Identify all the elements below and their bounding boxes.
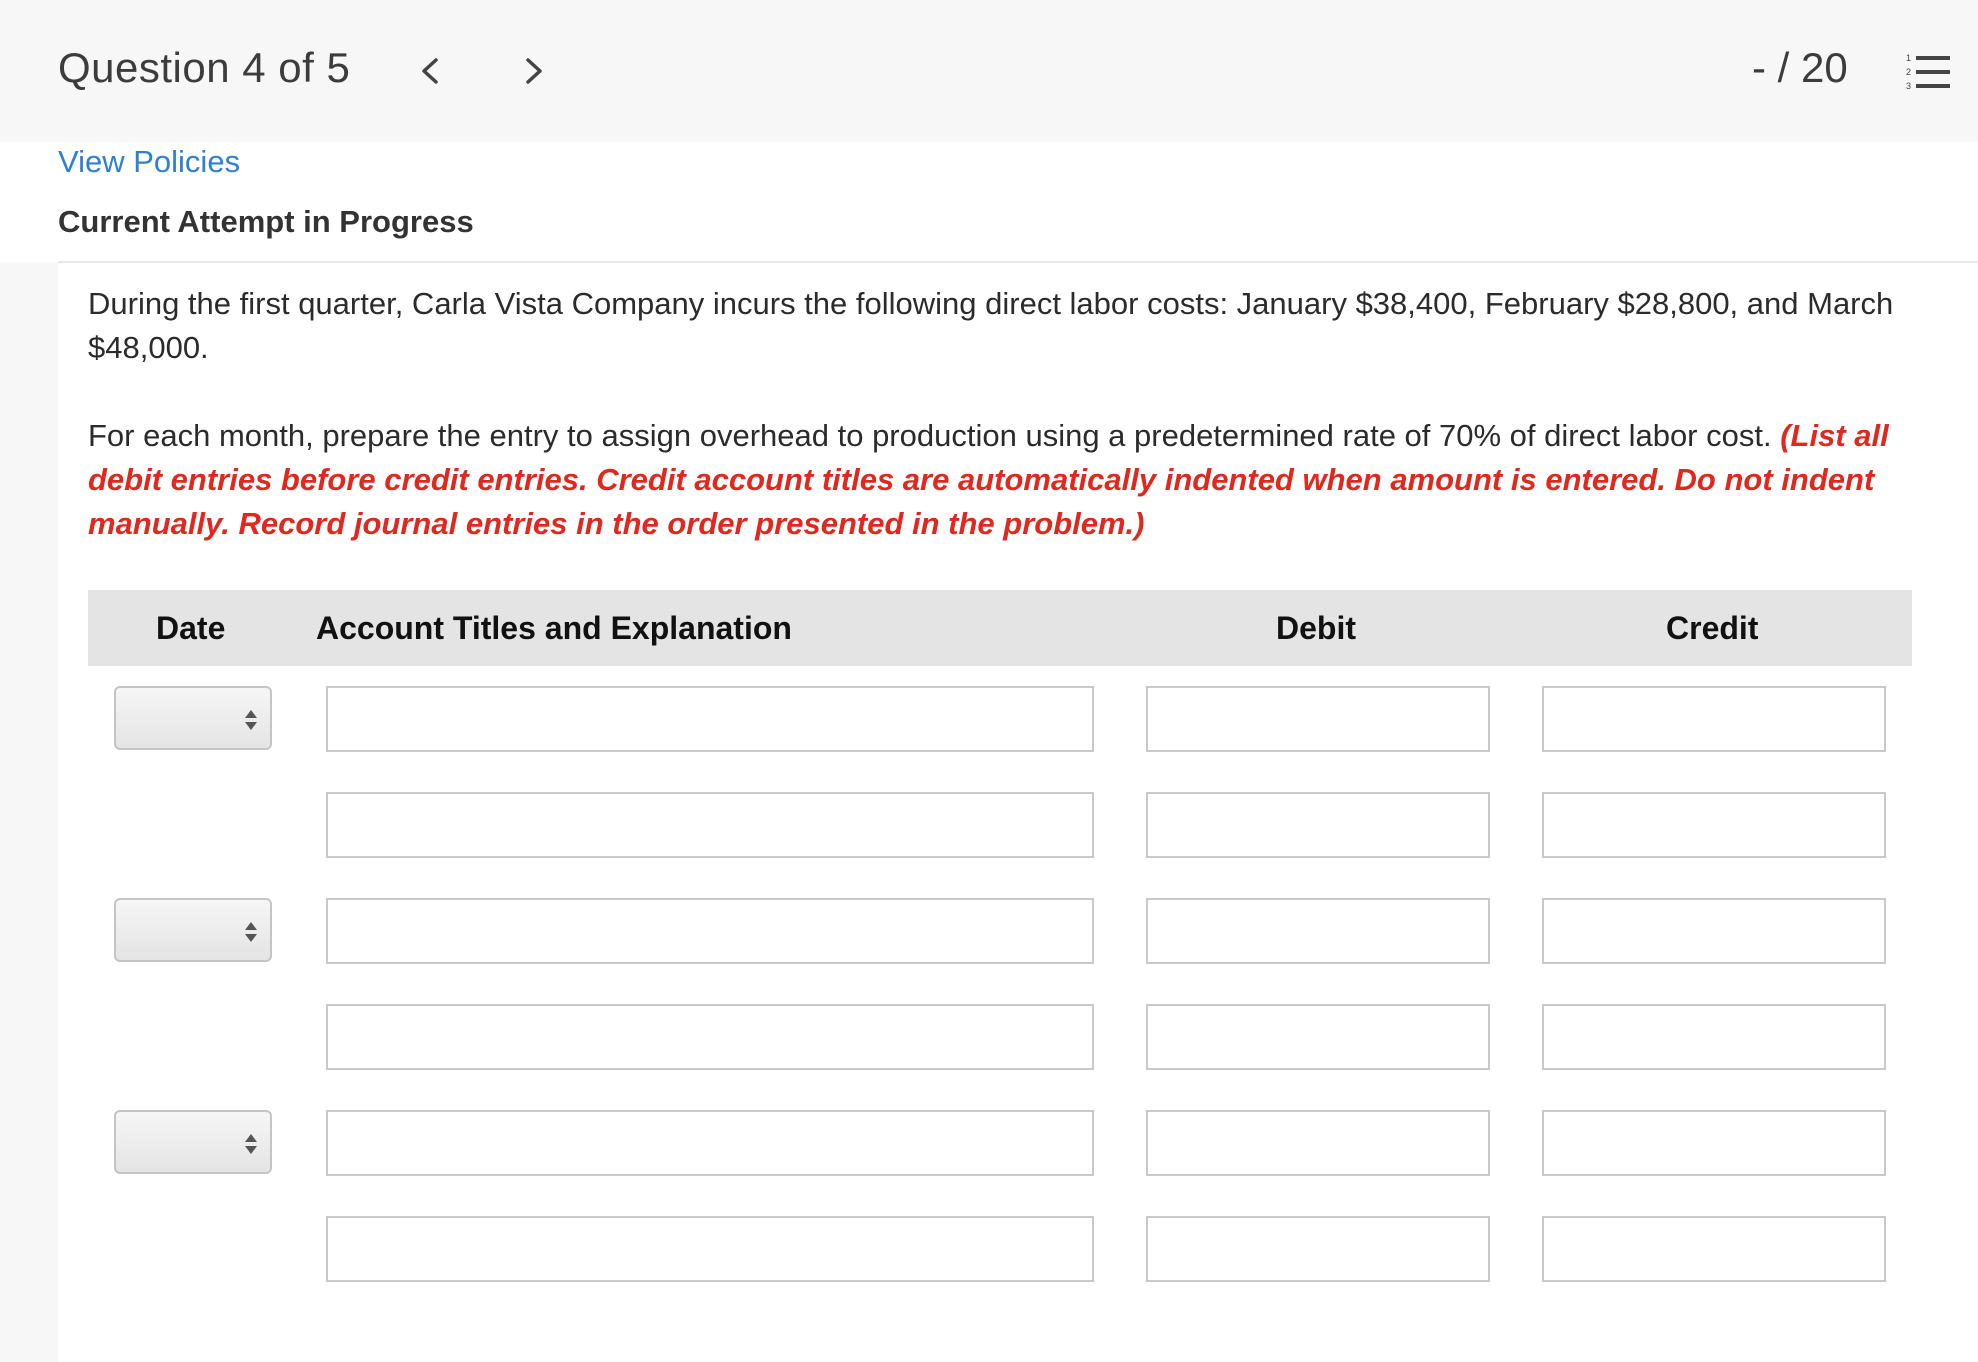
credit-amount-input[interactable] [1542, 1110, 1886, 1176]
select-arrows-icon [244, 1132, 258, 1156]
column-header-debit: Debit [1276, 610, 1356, 646]
credit-amount-input[interactable] [1542, 1216, 1886, 1282]
problem-instructions: (List all debit entries before credit entries. Credit account titles are automatically indented when amount is entered. Do not indent manually. Record journal entries in the order presented in the problem.) [88, 418, 1889, 541]
account-title-input[interactable] [326, 1216, 1094, 1282]
problem-paragraph-2 [88, 414, 1948, 546]
credit-amount-input[interactable] [1542, 1004, 1886, 1070]
journal-table-header [88, 590, 1912, 666]
next-question-button[interactable] [514, 46, 554, 96]
column-header-date: Date [156, 610, 226, 646]
select-arrows-icon [244, 920, 258, 944]
numbered-list-icon [1906, 52, 1952, 92]
account-title-input[interactable] [326, 792, 1094, 858]
chevron-right-icon [514, 46, 554, 96]
problem-paragraph-1: During the first quarter, Carla Vista Company incurs the following direct labor costs: January $38,400, February $28,800, and March $48,000. [88, 286, 1894, 365]
credit-amount-input[interactable] [1542, 898, 1886, 964]
problem-statement [88, 282, 1948, 546]
svg-text:3: 3 [1906, 81, 1912, 91]
problem-task-text: For each month, prepare the entry to assign overhead to production using a predetermined rate of 70% of direct labor cost. [88, 418, 1772, 453]
view-policies-link[interactable]: View Policies [58, 144, 241, 179]
chevron-left-icon [410, 46, 450, 96]
credit-amount-input[interactable] [1542, 686, 1886, 752]
account-title-input[interactable] [326, 686, 1094, 752]
debit-amount-input[interactable] [1146, 686, 1490, 752]
left-gutter [0, 262, 58, 1362]
debit-amount-input[interactable] [1146, 792, 1490, 858]
svg-text:1: 1 [1906, 53, 1912, 63]
attempt-status: Current Attempt in Progress [58, 204, 474, 239]
date-select[interactable] [114, 898, 272, 962]
account-title-input[interactable] [326, 1004, 1094, 1070]
date-select[interactable] [114, 686, 272, 750]
select-arrows-icon [244, 708, 258, 732]
date-select[interactable] [114, 1110, 272, 1174]
question-list-button[interactable] [1906, 52, 1952, 92]
section-divider [58, 261, 1978, 263]
score-display: - / 20 [1752, 44, 1848, 91]
previous-question-button[interactable] [410, 46, 450, 96]
debit-amount-input[interactable] [1146, 1216, 1490, 1282]
question-counter: Question 4 of 5 [58, 44, 351, 91]
column-header-account: Account Titles and Explanation [316, 610, 792, 646]
debit-amount-input[interactable] [1146, 1004, 1490, 1070]
account-title-input[interactable] [326, 898, 1094, 964]
debit-amount-input[interactable] [1146, 1110, 1490, 1176]
account-title-input[interactable] [326, 1110, 1094, 1176]
svg-text:2: 2 [1906, 67, 1912, 77]
credit-amount-input[interactable] [1542, 792, 1886, 858]
debit-amount-input[interactable] [1146, 898, 1490, 964]
column-header-credit: Credit [1666, 610, 1759, 646]
